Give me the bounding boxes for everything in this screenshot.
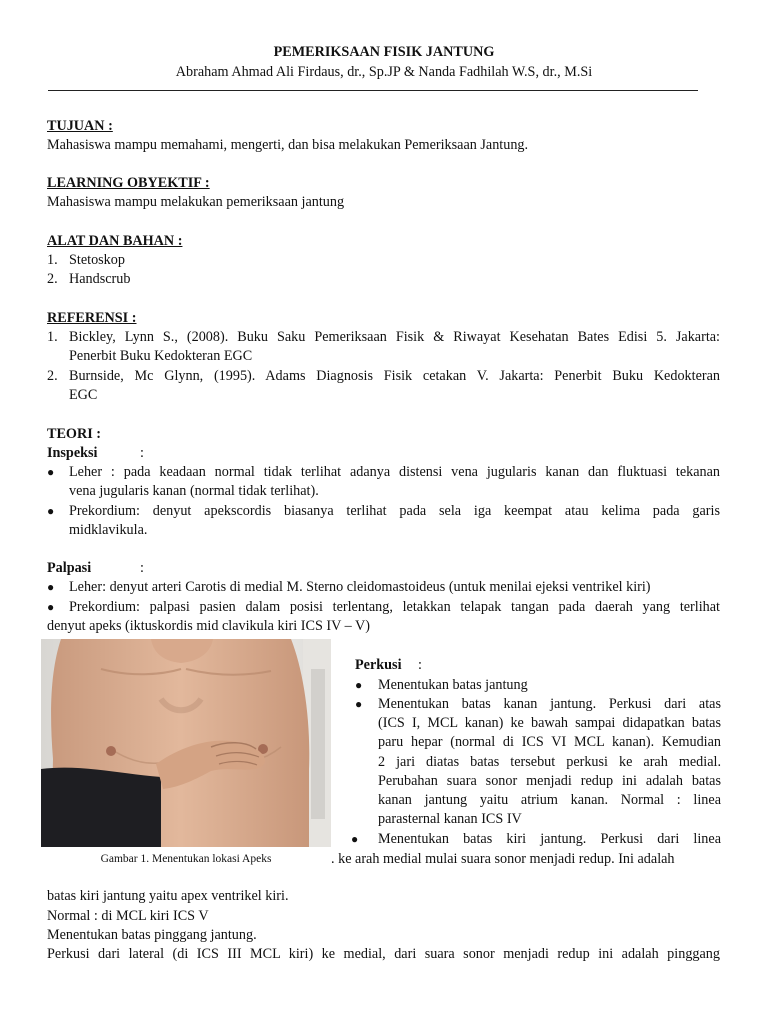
subheading-palpasi: Palpasi xyxy=(47,560,92,576)
list-text: Handscrub xyxy=(69,271,131,287)
bullet-text-line: (ICS I, MCL kanan) ke bawah sampai didapatkan batas xyxy=(378,715,721,731)
header-divider xyxy=(48,90,698,91)
reference-text-line1: Burnside, Mc Glynn, (1995). Adams Diagnosis Fisik cetakan V. Jakarta: Penerbit Buku Kedokteran xyxy=(69,368,720,384)
bullet-text-line1: Prekordium: palpasi pasien dalam posisi terlentang, letakkan telapak tangan pada daerah yang terlihat xyxy=(69,599,720,615)
bullet-icon: ● xyxy=(47,580,55,594)
bullet-icon: ● xyxy=(355,697,363,711)
bullet-text-line2: vena jugularis kanan (normal tidak terlihat). xyxy=(69,483,319,499)
bullet-text-line2: midklavikula. xyxy=(69,522,148,538)
list-number: 2. xyxy=(47,271,58,287)
subheading-colon: : xyxy=(140,560,144,576)
learning-text: Mahasiswa mampu melakukan pemeriksaan jantung xyxy=(47,194,345,210)
paragraph-line: batas kiri jantung yaitu apex ventrikel kiri. xyxy=(47,888,289,904)
list-number: 1. xyxy=(47,252,58,268)
paragraph-line: Perkusi dari lateral (di ICS III MCL kiri) ke medial, dari suara sonor menjadi redup ini adalah pinggang xyxy=(47,946,720,962)
paragraph-line: Normal : di MCL kiri ICS V xyxy=(47,908,209,924)
section-heading-teori: TEORI : xyxy=(47,426,101,442)
bullet-text-line1: Menentukan batas kiri jantung. Perkusi dari linea xyxy=(378,831,721,847)
bullet-text-line1: Menentukan batas jantung xyxy=(378,677,528,693)
list-number: 2. xyxy=(47,368,58,384)
bullet-icon: ● xyxy=(355,678,363,692)
bullet-text-line: paru hepar (normal di ICS VI MCL kanan). Kemudian xyxy=(378,734,721,750)
bullet-icon: ● xyxy=(351,832,359,846)
bullet-text-line2: . ke arah medial mulai suara sonor menjadi redup. Ini adalah xyxy=(331,851,675,867)
subheading-colon: : xyxy=(418,657,422,673)
section-heading-learning: LEARNING OBYEKTIF : xyxy=(47,175,210,191)
figure-apex-palpation-photo xyxy=(41,639,331,847)
reference-text-line1: Bickley, Lynn S., (2008). Buku Saku Pemeriksaan Fisik & Riwayat Kesehatan Bates Edisi 5. Jakarta: xyxy=(69,329,720,345)
bullet-icon: ● xyxy=(47,504,55,518)
tujuan-text: Mahasiswa mampu memahami, mengerti, dan bisa melakukan Pemeriksaan Jantung. xyxy=(47,137,529,153)
bullet-text-line: parasternal kanan ICS IV xyxy=(378,811,522,827)
paragraph-line: Menentukan batas pinggang jantung. xyxy=(47,927,257,943)
section-heading-referensi: REFERENSI : xyxy=(47,310,137,326)
bullet-text-line: kanan jantung yaitu atrium kanan. Normal : linea xyxy=(378,792,721,808)
bullet-text-line1: Leher : pada keadaan normal tidak terlihat adanya distensi vena jugularis kanan dan fluktuasi tekanan xyxy=(69,464,720,480)
list-text: Stetoskop xyxy=(69,252,125,268)
bullet-text-line: Perubahan suara sonor menjadi redup ini adalah batas xyxy=(378,773,721,789)
bullet-text-line: 2 jari diatas batas tersebut perkusi ke arah medial. xyxy=(378,754,721,770)
reference-text-line2: EGC xyxy=(69,387,98,403)
list-number: 1. xyxy=(47,329,58,345)
reference-text-line2: Penerbit Buku Kedokteran EGC xyxy=(69,348,253,364)
section-heading-alat: ALAT DAN BAHAN : xyxy=(47,233,183,249)
subheading-colon: : xyxy=(140,445,144,461)
bullet-text-line1: Prekordium: denyut apekscordis biasanya terlihat pada sela iga keempat atau kelima pada garis xyxy=(69,503,720,519)
subheading-inspeksi: Inspeksi xyxy=(47,445,98,461)
subheading-perkusi: Perkusi xyxy=(355,657,402,673)
section-heading-tujuan: TUJUAN : xyxy=(47,118,113,134)
bullet-text-line2: denyut apeks (iktuskordis mid clavikula kiri ICS IV – V) xyxy=(47,618,370,634)
document-authors: Abraham Ahmad Ali Firdaus, dr., Sp.JP & Nanda Fadhilah W.S, dr., M.Si xyxy=(175,64,593,80)
figure-caption: Gambar 1. Menentukan lokasi Apeks xyxy=(100,853,272,865)
bullet-text-line1: Leher: denyut arteri Carotis di medial M. Sterno cleidomastoideus (untuk menilai ejeksi ventrikel kiri) xyxy=(69,579,651,595)
document-title: PEMERIKSAAN FISIK JANTUNG xyxy=(273,44,495,60)
bullet-text-line: Menentukan batas kanan jantung. Perkusi dari atas xyxy=(378,696,721,712)
bullet-icon: ● xyxy=(47,465,55,479)
bullet-icon: ● xyxy=(47,600,55,614)
bullet-item xyxy=(355,695,721,835)
